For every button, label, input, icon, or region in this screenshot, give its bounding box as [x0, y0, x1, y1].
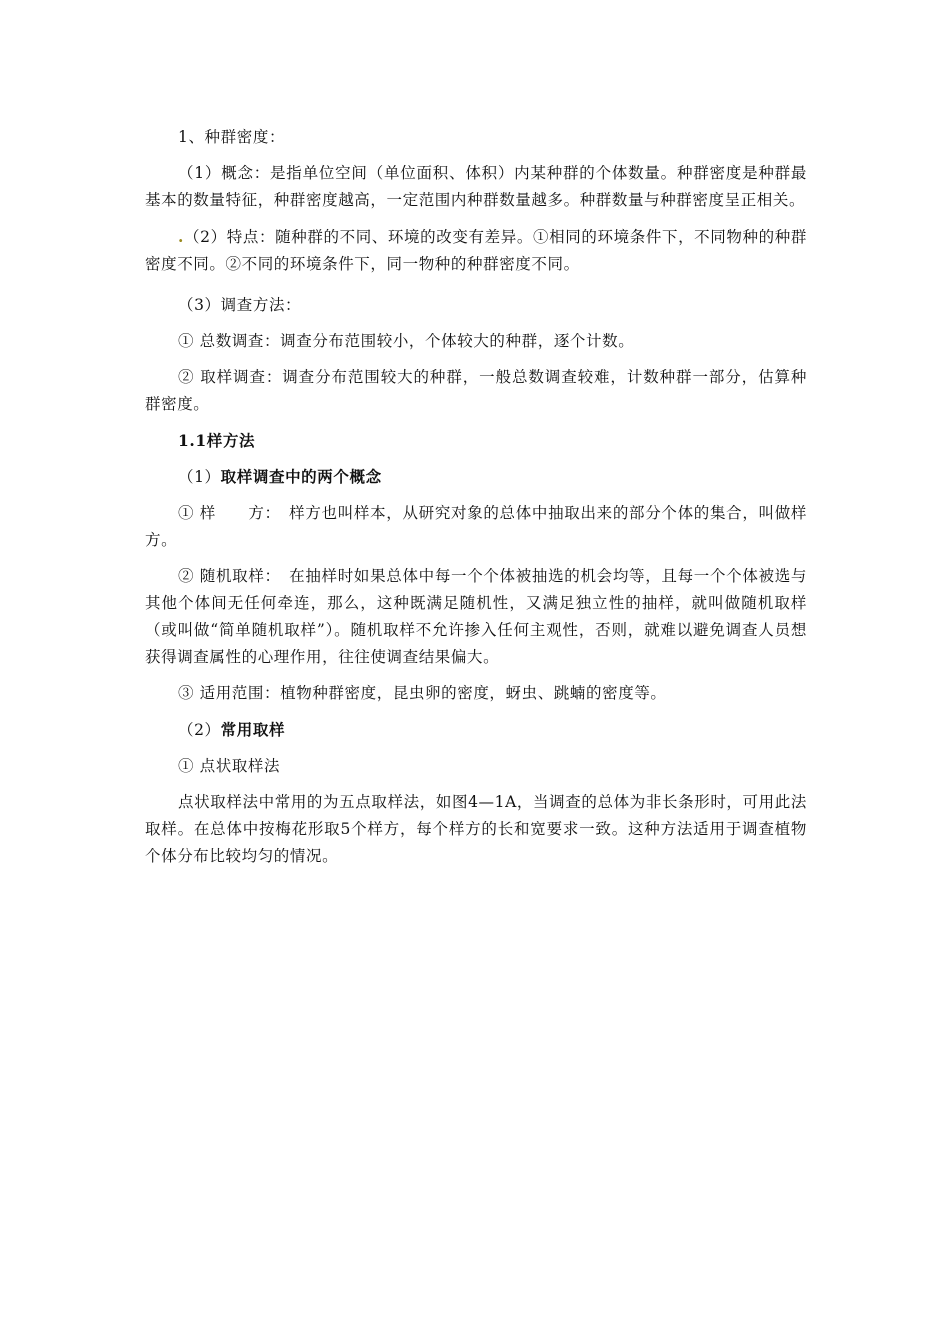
subheading-common-sampling: [145, 716, 807, 744]
subheading-prefix: （1）: [178, 468, 221, 486]
paragraph-point-sampling-heading: ① 点状取样法: [178, 757, 281, 775]
paragraph-quadrat-definition: ① 样 方： 样方也叫样本，从研究对象的总体中抽取出来的部分个体的集合，叫做样方。: [145, 504, 807, 549]
paragraph-scope: ③ 适用范围：植物种群密度，昆虫卵的密度，蚜虫、跳蝻的密度等。: [178, 684, 667, 702]
feature-dot-mark: .: [178, 227, 184, 246]
paragraph-point-sampling-text: 点状取样法中常用的为五点取样法，如图4—1A，当调查的总体为非长条形时，可用此法取样。在总体中按梅花形取5个样方，每个样方的长和宽要求一致。这种方法适用于调查植物个体分布比较均匀的情况。: [145, 793, 807, 865]
paragraph-random-sampling: ② 随机取样： 在抽样时如果总体中每一个个体被抽选的机会均等，且每一个个体被选与其他个体间无任何牵连，那么，这种既满足随机性，又满足独立性的抽样，就叫做随机取样（或叫做“简单随机取样”）。随机取样不允许掺入任何主观性，否则，就难以避免调查人员想获得调查属性的心理作用，往往使调查结果偏大。: [145, 567, 807, 666]
document-body: [145, 124, 807, 879]
section-heading-population-density: 1、种群密度：: [178, 128, 286, 146]
subheading-prefix: （2）: [178, 721, 221, 739]
paragraph-method-heading: （3）调查方法：: [178, 296, 302, 314]
paragraph-method-total: ① 总数调查：调查分布范围较小，个体较大的种群，逐个计数。: [178, 332, 635, 350]
section-heading-quadrat-method: 1.1样方法: [178, 431, 256, 450]
paragraph-method-sample: ② 取样调查：调查分布范围较大的种群，一般总数调查较难，计数种群一部分，估算种群密度。: [145, 368, 807, 413]
subheading-two-concepts: [145, 463, 807, 491]
subheading-text: 常用取样: [220, 720, 286, 739]
subheading-text: 取样调查中的两个概念: [220, 467, 382, 486]
feature-text: （2）特点：随种群的不同、环境的改变有差异。①相同的环境条件下，不同物种的种群密度不同。②不同的环境条件下，同一物种的种群密度不同。: [145, 228, 807, 273]
paragraph-feature: [145, 223, 807, 278]
paragraph-concept: （1）概念：是指单位空间（单位面积、体积）内某种群的个体数量。种群密度是种群最基本的数量特征，种群密度越高，一定范围内种群数量越多。种群数量与种群密度呈正相关。: [145, 164, 807, 209]
